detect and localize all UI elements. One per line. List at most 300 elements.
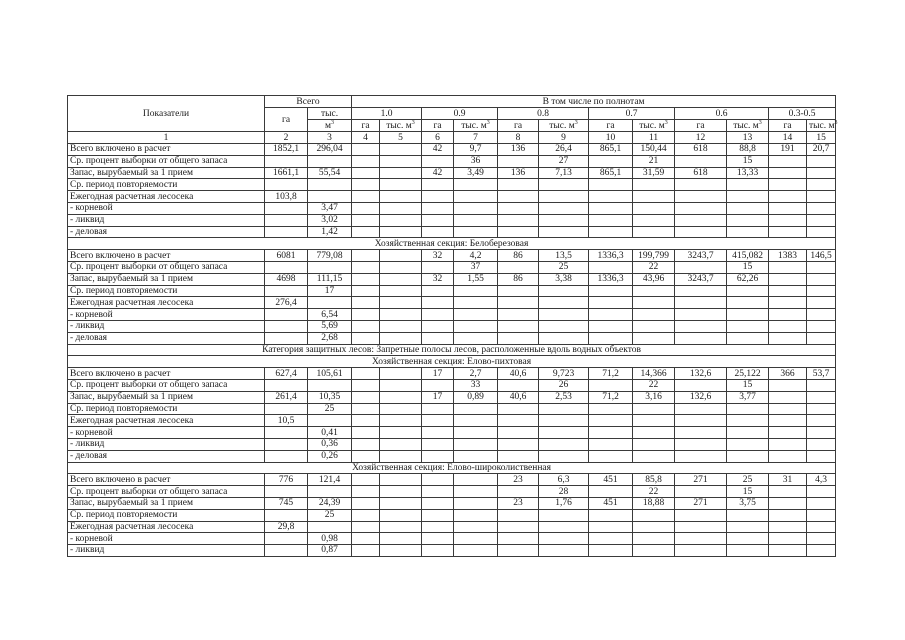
table-row [68, 379, 836, 391]
table-cell [769, 261, 807, 273]
table-cell [807, 521, 836, 533]
table-cell [352, 403, 380, 415]
table-cell: 85,8 [633, 474, 675, 486]
table-cell: 3,02 [308, 214, 352, 226]
table-cell [352, 427, 380, 439]
table-cell [769, 427, 807, 439]
table-cell [265, 545, 308, 557]
table-cell: 32 [422, 250, 454, 262]
table-cell [352, 144, 380, 156]
table-cell [380, 450, 422, 462]
table-cell [633, 191, 675, 203]
table-cell [352, 285, 380, 297]
table-cell [352, 273, 380, 285]
table-cell [422, 155, 454, 167]
table-cell [769, 202, 807, 214]
table-cell: 53,7 [807, 368, 836, 380]
table-cell [454, 202, 498, 214]
table-row [68, 261, 836, 273]
table-cell [422, 533, 454, 545]
table-cell [308, 179, 352, 191]
col-number: 13 [727, 132, 769, 144]
table-cell [265, 403, 308, 415]
table-cell [633, 214, 675, 226]
table-cell [807, 261, 836, 273]
table-cell [769, 214, 807, 226]
table-cell: 26 [539, 379, 589, 391]
table-cell [308, 261, 352, 273]
table-cell [633, 297, 675, 309]
table-cell [727, 438, 769, 450]
table-cell [498, 214, 539, 226]
table-cell [539, 438, 589, 450]
table-cell [265, 202, 308, 214]
table-cell [589, 191, 633, 203]
table-cell: 15 [727, 261, 769, 273]
table-cell [633, 285, 675, 297]
table-cell [380, 202, 422, 214]
row-label: Ежегодная расчетная лесосека [68, 415, 265, 427]
table-cell [675, 415, 727, 427]
table-cell [769, 273, 807, 285]
table-cell [498, 285, 539, 297]
table-cell: 136 [498, 144, 539, 156]
table-cell: 1,55 [454, 273, 498, 285]
table-cell [769, 403, 807, 415]
table-cell [675, 509, 727, 521]
table-cell [807, 486, 836, 498]
table-cell [422, 545, 454, 557]
table-cell: 3,77 [727, 391, 769, 403]
table-cell [380, 226, 422, 238]
table-cell [589, 179, 633, 191]
table-cell [633, 533, 675, 545]
table-row [68, 179, 836, 191]
header-by-density: В том числе по полнотам [352, 96, 836, 108]
table-cell [454, 521, 498, 533]
table-cell [352, 415, 380, 427]
table-cell [454, 179, 498, 191]
table-cell [498, 403, 539, 415]
col-number: 2 [265, 132, 308, 144]
table-cell [675, 533, 727, 545]
unit-label: тыс. м [639, 120, 665, 131]
row-label: Запас, вырубаемый за 1 прием [68, 167, 265, 179]
table-cell: 55,54 [308, 167, 352, 179]
table-cell [675, 226, 727, 238]
table-cell [539, 427, 589, 439]
table-cell [539, 297, 589, 309]
table-cell [539, 545, 589, 557]
table-cell [807, 438, 836, 450]
table-cell: 62,26 [727, 273, 769, 285]
table-cell [422, 309, 454, 321]
table-cell [769, 509, 807, 521]
table-row [68, 144, 836, 156]
table-cell [769, 379, 807, 391]
table-cell [807, 202, 836, 214]
header-unit-m3 [633, 120, 675, 132]
table-cell [352, 332, 380, 344]
table-cell [454, 403, 498, 415]
table-cell: 23 [498, 474, 539, 486]
table-cell [308, 191, 352, 203]
table-cell [422, 261, 454, 273]
row-label: Запас, вырубаемый за 1 прием [68, 497, 265, 509]
table-cell [380, 521, 422, 533]
table-cell: 132,6 [675, 391, 727, 403]
table-cell: 33 [454, 379, 498, 391]
table-cell: 0,41 [308, 427, 352, 439]
table-cell: 4,3 [807, 474, 836, 486]
table-cell [589, 297, 633, 309]
table-cell [675, 179, 727, 191]
table-cell [727, 179, 769, 191]
table-cell [769, 155, 807, 167]
col-number: 12 [675, 132, 727, 144]
table-cell [352, 545, 380, 557]
table-cell [633, 179, 675, 191]
header-density-1: 1.0 [352, 108, 422, 120]
table-cell [380, 533, 422, 545]
table-cell [807, 450, 836, 462]
row-label: Ср. период повторяемости [68, 179, 265, 191]
table-cell [352, 521, 380, 533]
table-cell: 271 [675, 497, 727, 509]
table-row [68, 332, 836, 344]
table-cell [539, 521, 589, 533]
table-cell: 627,4 [265, 368, 308, 380]
table-cell: 15 [727, 379, 769, 391]
table-cell [589, 533, 633, 545]
table-cell: 32 [422, 273, 454, 285]
table-cell [265, 379, 308, 391]
table-cell [727, 320, 769, 332]
table-cell [633, 545, 675, 557]
col-number: 10 [589, 132, 633, 144]
col-number: 14 [769, 132, 807, 144]
table-cell [308, 379, 352, 391]
table-cell [380, 191, 422, 203]
table-cell [498, 415, 539, 427]
superscript: 3 [664, 119, 668, 126]
table-cell [727, 415, 769, 427]
table-row [68, 368, 836, 380]
table-cell [352, 309, 380, 321]
table-cell [498, 545, 539, 557]
table-cell [265, 438, 308, 450]
table-cell [422, 415, 454, 427]
table-cell [498, 226, 539, 238]
table-cell [422, 427, 454, 439]
table-cell [539, 226, 589, 238]
table-cell [422, 226, 454, 238]
table-cell: 17 [422, 368, 454, 380]
table-cell [498, 191, 539, 203]
table-cell [265, 155, 308, 167]
table-cell [454, 226, 498, 238]
unit-label: м [325, 120, 332, 131]
table-cell [265, 427, 308, 439]
table-cell: 0,26 [308, 450, 352, 462]
table-row [68, 250, 836, 262]
table-cell [308, 415, 352, 427]
section-row [68, 462, 836, 474]
header-density-5: 0.6 [675, 108, 769, 120]
table-cell: 25 [539, 261, 589, 273]
table-cell [265, 509, 308, 521]
header-unit-m3 [807, 120, 836, 132]
table-cell [807, 273, 836, 285]
table-cell [633, 509, 675, 521]
table-cell [539, 509, 589, 521]
table-cell [498, 533, 539, 545]
table-cell [633, 450, 675, 462]
table-cell: 25 [308, 509, 352, 521]
table-cell: 23 [498, 497, 539, 509]
table-cell [352, 379, 380, 391]
table-cell [633, 427, 675, 439]
table-cell [352, 297, 380, 309]
table-cell: 2,68 [308, 332, 352, 344]
row-label: - ликвид [68, 438, 265, 450]
table-cell: 2,7 [454, 368, 498, 380]
table-cell [498, 438, 539, 450]
table-cell: 415,082 [727, 250, 769, 262]
table-cell [769, 332, 807, 344]
table-row [68, 521, 836, 533]
table-cell: 261,4 [265, 391, 308, 403]
table-cell [589, 521, 633, 533]
table-cell: 199,799 [633, 250, 675, 262]
table-cell [675, 261, 727, 273]
table-cell: 1383 [769, 250, 807, 262]
row-label: Ср. процент выборки от общего запаса [68, 261, 265, 273]
table-cell [352, 250, 380, 262]
table-row [68, 297, 836, 309]
table-cell [807, 533, 836, 545]
table-cell: 43,96 [633, 273, 675, 285]
section-row [68, 238, 836, 250]
table-cell [633, 320, 675, 332]
table-cell [422, 202, 454, 214]
table-cell: 22 [633, 261, 675, 273]
table-cell: 0,36 [308, 438, 352, 450]
table-cell [352, 261, 380, 273]
row-label: Всего включено в расчет [68, 474, 265, 486]
table-cell [807, 309, 836, 321]
table-cell [380, 285, 422, 297]
table-cell [675, 438, 727, 450]
row-label: Ср. период повторяемости [68, 285, 265, 297]
table-cell [308, 521, 352, 533]
table-cell [380, 332, 422, 344]
table-cell [352, 533, 380, 545]
table-cell [633, 403, 675, 415]
table-cell [589, 214, 633, 226]
row-label: - корневой [68, 309, 265, 321]
header-total-ths: тыс. [308, 108, 352, 120]
table-cell [727, 214, 769, 226]
table-cell [675, 427, 727, 439]
table-row [68, 545, 836, 557]
table-cell: 29,8 [265, 521, 308, 533]
table-cell [769, 320, 807, 332]
header-unit-ha: га [769, 120, 807, 132]
table-cell: 7,13 [539, 167, 589, 179]
table-row [68, 509, 836, 521]
superscript: 3 [758, 119, 762, 126]
table-cell [675, 379, 727, 391]
table-cell [380, 214, 422, 226]
table-cell [498, 297, 539, 309]
table-cell: 0,89 [454, 391, 498, 403]
header-row-1 [68, 96, 836, 108]
table-cell [675, 285, 727, 297]
table-cell [675, 545, 727, 557]
table-cell [807, 285, 836, 297]
table-cell [352, 167, 380, 179]
table-cell [380, 474, 422, 486]
table-cell [265, 309, 308, 321]
table-cell [498, 332, 539, 344]
header-unit-ha: га [498, 120, 539, 132]
table-cell [807, 297, 836, 309]
table-cell [589, 332, 633, 344]
table-cell [633, 438, 675, 450]
table-cell [675, 214, 727, 226]
header-density-4: 0.7 [589, 108, 675, 120]
header-unit-m3 [727, 120, 769, 132]
table-cell [380, 438, 422, 450]
table-cell [769, 415, 807, 427]
row-label: - деловая [68, 332, 265, 344]
table-cell [422, 297, 454, 309]
table-cell [727, 202, 769, 214]
table-cell: 42 [422, 167, 454, 179]
header-total: Всего [265, 96, 352, 108]
superscript: 3 [486, 119, 490, 126]
table-cell: 6081 [265, 250, 308, 262]
table-cell [727, 226, 769, 238]
table-cell [807, 415, 836, 427]
header-unit-ha: га [352, 120, 380, 132]
table-cell [308, 486, 352, 498]
header-unit-ha: га [422, 120, 454, 132]
header-indicators: Показатели [68, 96, 265, 132]
table-cell: 4,2 [454, 250, 498, 262]
table-cell [380, 144, 422, 156]
col-number: 8 [498, 132, 539, 144]
table-cell [539, 214, 589, 226]
table-cell [498, 155, 539, 167]
table-cell: 618 [675, 144, 727, 156]
table-cell [769, 226, 807, 238]
table-cell [727, 191, 769, 203]
superscript: 3 [331, 119, 335, 126]
table-cell: 3,75 [727, 497, 769, 509]
section-row [68, 344, 836, 356]
table-cell: 17 [422, 391, 454, 403]
table-cell: 779,08 [308, 250, 352, 262]
table-cell: 2,53 [539, 391, 589, 403]
table-cell: 15 [727, 486, 769, 498]
table-cell [380, 167, 422, 179]
table-cell: 276,4 [265, 297, 308, 309]
table-cell [422, 438, 454, 450]
row-label: Ежегодная расчетная лесосека [68, 191, 265, 203]
table-cell [633, 226, 675, 238]
table-cell [589, 545, 633, 557]
table-cell [380, 309, 422, 321]
table-cell [380, 250, 422, 262]
superscript: 3 [574, 119, 578, 126]
table-cell [498, 179, 539, 191]
table-cell: 3243,7 [675, 250, 727, 262]
table-row [68, 486, 836, 498]
table-cell [807, 427, 836, 439]
row-label: - ликвид [68, 214, 265, 226]
table-cell [352, 450, 380, 462]
table-cell [454, 545, 498, 557]
table-cell [807, 226, 836, 238]
table-cell [422, 191, 454, 203]
table-cell [675, 320, 727, 332]
table-cell [675, 191, 727, 203]
table-cell [498, 379, 539, 391]
row-label: Ср. период повторяемости [68, 509, 265, 521]
table-cell [727, 427, 769, 439]
table-cell [675, 332, 727, 344]
table-cell: 451 [589, 474, 633, 486]
table-cell [807, 403, 836, 415]
row-label: - ликвид [68, 320, 265, 332]
table-cell [380, 179, 422, 191]
table-cell [589, 509, 633, 521]
table-row [68, 202, 836, 214]
table-cell [589, 427, 633, 439]
row-label: - корневой [68, 533, 265, 545]
table-cell [352, 486, 380, 498]
table-cell [454, 474, 498, 486]
table-cell [265, 486, 308, 498]
col-number: 9 [539, 132, 589, 144]
table-cell [807, 167, 836, 179]
table-cell [454, 320, 498, 332]
table-cell [422, 497, 454, 509]
table-body [68, 144, 836, 557]
table-cell [265, 226, 308, 238]
table-cell [422, 486, 454, 498]
table-row [68, 474, 836, 486]
table-cell [675, 403, 727, 415]
table-cell: 9,7 [454, 144, 498, 156]
table-cell [454, 450, 498, 462]
table-cell [498, 427, 539, 439]
table-cell [727, 285, 769, 297]
table-row [68, 391, 836, 403]
table-cell [589, 226, 633, 238]
table-cell [675, 297, 727, 309]
table-cell [380, 379, 422, 391]
col-number: 6 [422, 132, 454, 144]
table-cell: 18,88 [633, 497, 675, 509]
table-cell [380, 415, 422, 427]
table-cell [539, 320, 589, 332]
table-cell: 132,6 [675, 368, 727, 380]
table-cell [807, 509, 836, 521]
table-cell [422, 509, 454, 521]
